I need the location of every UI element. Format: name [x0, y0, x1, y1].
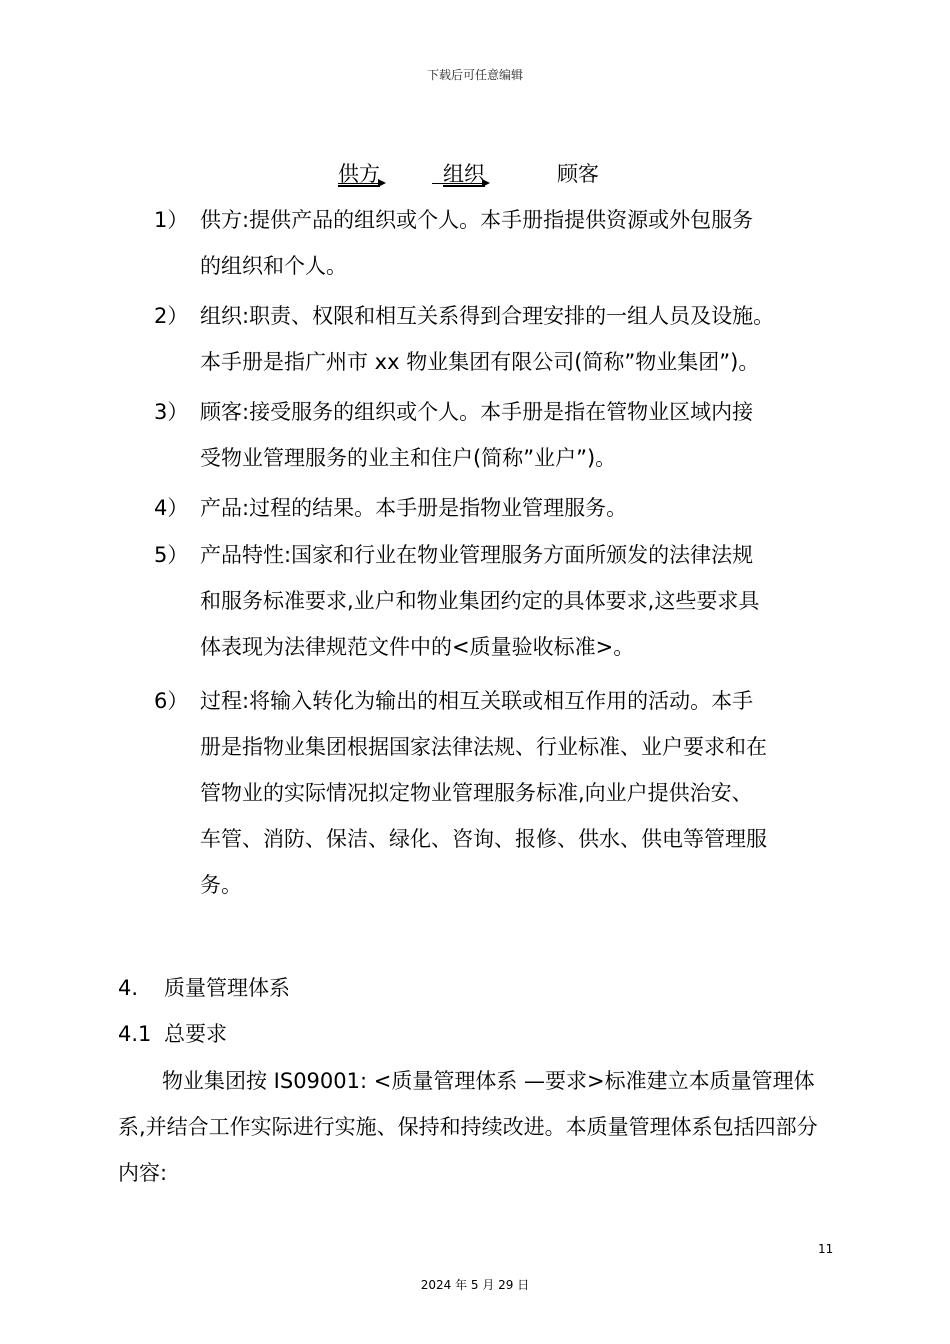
item-number: 5） [154, 543, 189, 567]
flow-supplier-label: 供方 [338, 162, 380, 186]
item-line: 本手册是指广州市 xx 物业集团有限公司(简称”物业集团”)。 [200, 350, 760, 374]
item-line: 过程:将输入转化为输出的相互关联或相互作用的活动。本手 [200, 689, 754, 713]
item-line: 产品:过程的结果。本手册是指物业管理服务。 [200, 496, 628, 520]
flow-org-label: 组织 [443, 162, 485, 186]
item-number: 6） [154, 689, 189, 713]
item-number: 1） [154, 208, 189, 232]
flow-arrow-2 [432, 183, 488, 184]
item-line: 册是指物业集团根据国家法律法规、行业标准、业户要求和在 [200, 735, 767, 759]
item-number: 3） [154, 400, 189, 424]
section-number: 4. [118, 976, 139, 1000]
item-line: 组织:职责、权限和相互关系得到合理安排的一组人员及设施。 [200, 304, 775, 328]
page-footer-date: 2024 年 5 月 29 日 [420, 1278, 530, 1292]
item-number: 2） [154, 304, 189, 328]
item-line: 务。 [200, 873, 242, 897]
subsection-heading [118, 1016, 227, 1052]
flow-customer-label: 顾客 [557, 162, 599, 186]
subsection-number: 4.1 [118, 1022, 152, 1046]
item-line: 受物业管理服务的业主和住户(简称”业户”)。 [200, 446, 617, 470]
item-line: 的组织和个人。 [200, 254, 347, 278]
item-line: 体表现为法律规范文件中的<质量验收标准>。 [200, 635, 635, 659]
section-title: 质量管理体系 [164, 976, 290, 1000]
body-paragraph: 物业集团按 IS09001: <质量管理体系 —要求>标准建立本质量管理体系,并结合工作实际进行实施、保持和持续改进。本质量管理体系包括四部分内容: [118, 1069, 818, 1185]
item-number: 4） [154, 496, 189, 520]
item-line: 车管、消防、保洁、绿化、咨询、报修、供水、供电等管理服 [200, 827, 767, 851]
page-number: 11 [818, 1242, 834, 1256]
item-line: 和服务标准要求,业户和物业集团约定的具体要求,这些要求具 [200, 589, 760, 613]
subsection-title: 总要求 [164, 1022, 227, 1046]
page-header: 下载后可任意编辑 [426, 68, 523, 82]
item-line: 供方:提供产品的组织或个人。本手册指提供资源或外包服务 [200, 208, 754, 232]
flow-arrow-1 [338, 183, 384, 184]
item-line: 产品特性:国家和行业在物业管理服务方面所颁发的法律法规 [200, 543, 754, 567]
item-line: 顾客:接受服务的组织或个人。本手册是指在管物业区域内接 [200, 400, 754, 424]
section-heading [118, 970, 290, 1006]
item-line: 管物业的实际情况拟定物业管理服务标准,向业户提供治安、 [200, 781, 753, 805]
process-flow [0, 158, 950, 192]
